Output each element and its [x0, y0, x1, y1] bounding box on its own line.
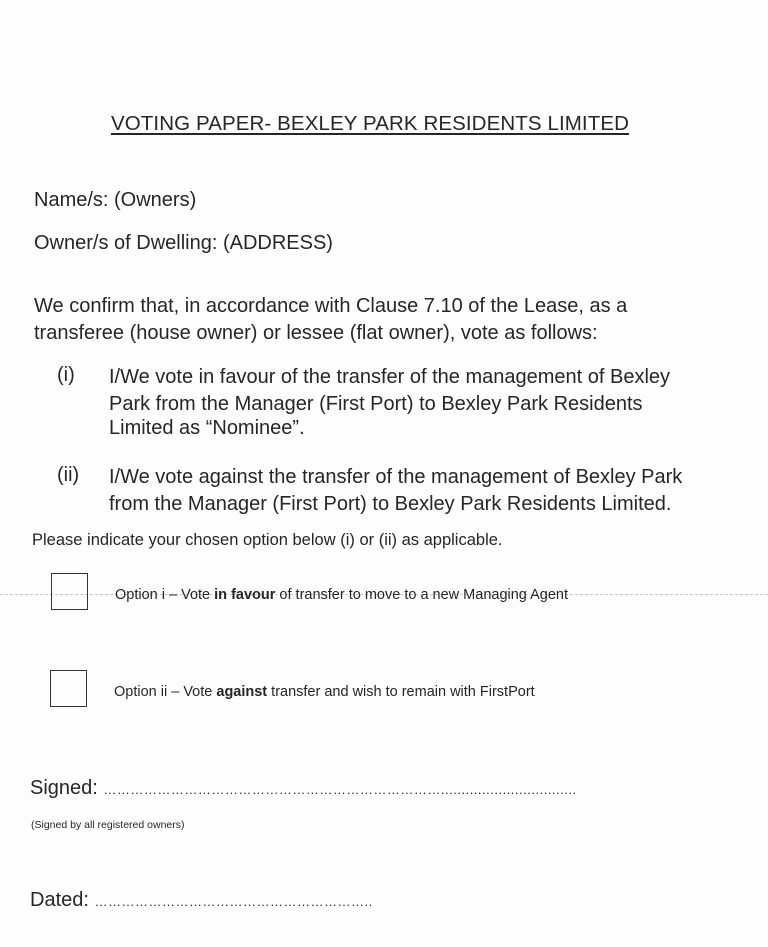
option-ii-emphasis: against — [216, 684, 268, 700]
dated-field[interactable] — [30, 889, 373, 912]
option-i-checkbox[interactable] — [51, 573, 88, 610]
dwelling-field-label: Owner/s of Dwelling: (ADDRESS) — [34, 232, 333, 254]
statement-ii-number: (ii) — [57, 464, 80, 486]
confirmation-line-1: We confirm that, in accordance with Clause 7.10 of the Lease, as a — [34, 295, 628, 317]
dated-dotted-line[interactable]: …………………………………………………….. — [94, 894, 373, 909]
option-ii-prefix: Option ii – Vote — [114, 684, 217, 700]
statement-i-number: (i) — [57, 364, 75, 386]
statement-ii-line-2: from the Manager (First Port) to Bexley Park Residents Limited. — [109, 493, 672, 515]
option-i-label — [115, 587, 568, 603]
statement-ii-line-1: I/We vote against the transfer of the management of Bexley Park — [109, 466, 683, 488]
signed-field[interactable] — [30, 777, 577, 800]
confirmation-line-2: transferee (house owner) or lessee (flat owner), vote as follows: — [34, 322, 598, 344]
option-ii-label — [114, 684, 535, 700]
option-i-suffix: of transfer to move to a new Managing Agent — [275, 587, 568, 603]
dated-label: Dated: — [30, 889, 89, 911]
names-field-label: Name/s: (Owners) — [34, 189, 197, 211]
statement-i-line-2: Park from the Manager (First Port) to Bexley Park Residents — [109, 393, 643, 415]
instruction-text: Please indicate your chosen option below (i) or (ii) as applicable. — [32, 531, 503, 549]
signed-label: Signed: — [30, 777, 98, 799]
statement-i-line-1: I/We vote in favour of the transfer of the management of Bexley — [109, 366, 671, 388]
option-ii-checkbox[interactable] — [50, 670, 87, 707]
statement-i-line-3: Limited as “Nominee”. — [109, 417, 305, 439]
signed-note: (Signed by all registered owners) — [31, 819, 185, 831]
option-i-emphasis: in favour — [214, 587, 276, 603]
document-title: VOTING PAPER- BEXLEY PARK RESIDENTS LIMITED — [110, 112, 630, 135]
signed-dotted-line[interactable]: …………………………………………………………………................................. — [103, 782, 577, 797]
option-i-prefix: Option i – Vote — [115, 587, 215, 603]
option-ii-suffix: transfer and wish to remain with FirstPort — [267, 684, 535, 700]
